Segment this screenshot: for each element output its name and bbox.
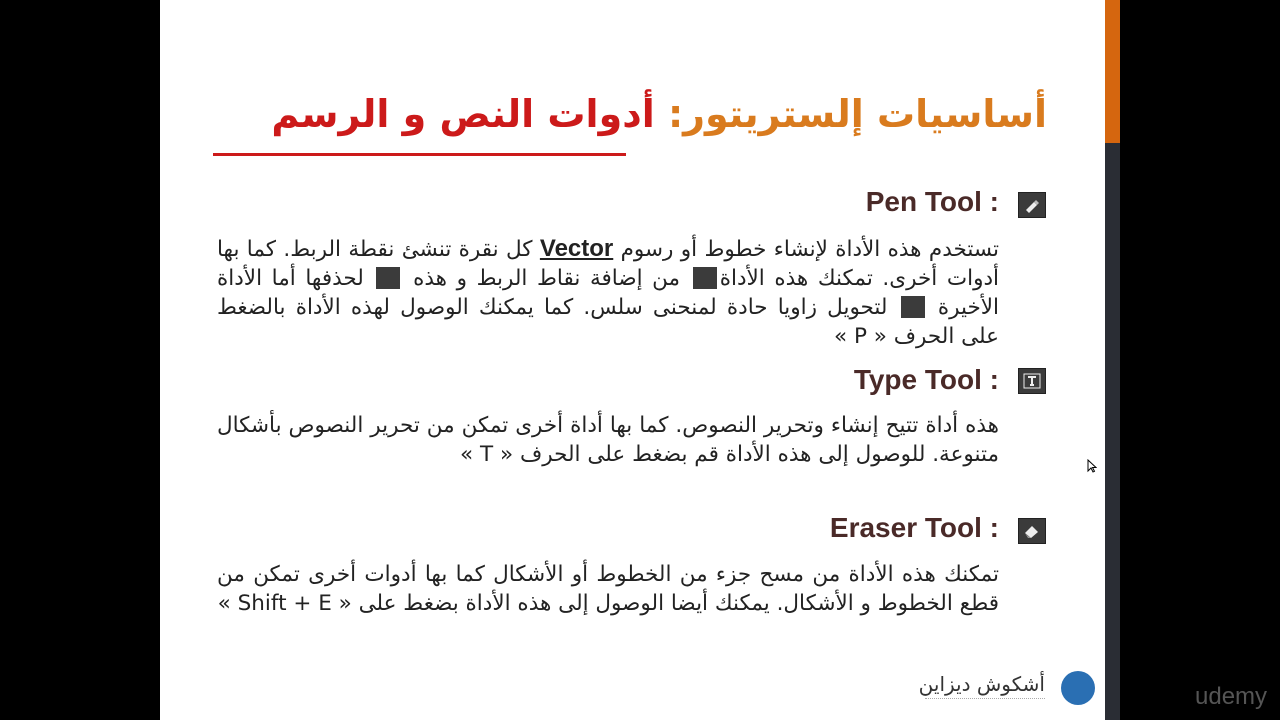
title-part-2: أدوات النص و الرسم	[271, 92, 655, 136]
title-part-1: أساسيات إلستريتور:	[667, 92, 1047, 136]
convert-anchor-icon	[901, 296, 925, 318]
pen-tool-description	[217, 234, 999, 351]
brand-logo	[918, 670, 1095, 710]
slide-title	[271, 92, 1047, 138]
logo-underline	[925, 698, 1045, 704]
pen-text-1: تستخدم هذه الأداة لإنشاء خطوط أو رسوم	[613, 237, 1000, 262]
type-icon	[1018, 368, 1046, 394]
eraser-icon	[1018, 518, 1046, 544]
side-bar	[1105, 0, 1120, 720]
add-anchor-icon	[693, 267, 717, 289]
pen-tool-heading: Pen Tool :	[865, 186, 999, 217]
pen-text-2: كل نقرة تنشئ نقطة الربط. كما بها أدوات أخرى. تمكنك هذه الأداة	[217, 237, 999, 291]
logo-icon	[1061, 671, 1095, 705]
type-tool-description: هذه أداة تتيح إنشاء وتحرير النصوص. كما بها أداة أخرى تمكن من تحرير النصوص بأشكال متنوعة. للوصول إلى هذه الأداة قم بضغط على الحرف « T »	[217, 413, 999, 467]
pen-text-5: لتحويل زاويا حادة لمنحنى سلس. كما يمكنك الوصول لهذه الأداة بالضغط على الحرف « P »	[217, 295, 999, 349]
delete-anchor-icon	[376, 267, 400, 289]
udemy-watermark: udemy	[1195, 683, 1268, 710]
eraser-tool-description: تمكنك هذه الأداة من مسح جزء من الخطوط أو الأشكال كما بها أدوات أخرى تمكن من قطع الخطوط و الأشكال. يمكنك أيضا الوصول إلى هذه الأداة بضغط على « Shift + E »	[217, 562, 999, 616]
type-tool-heading: Type Tool :	[853, 364, 999, 395]
side-bar-accent	[1105, 0, 1120, 143]
pen-text-4: لحذفها أما الأداة الأخيرة	[217, 266, 999, 320]
vector-word: Vector	[539, 235, 614, 262]
eraser-tool-heading: Eraser Tool :	[829, 512, 999, 543]
slide	[160, 0, 1105, 720]
pen-text-3: من إضافة نقاط الربط و هذه	[403, 266, 690, 291]
logo-text: أشكوش ديزاين	[918, 672, 1045, 696]
mouse-cursor-icon	[1087, 458, 1097, 477]
pen-icon	[1018, 192, 1046, 218]
title-underline	[213, 153, 626, 156]
